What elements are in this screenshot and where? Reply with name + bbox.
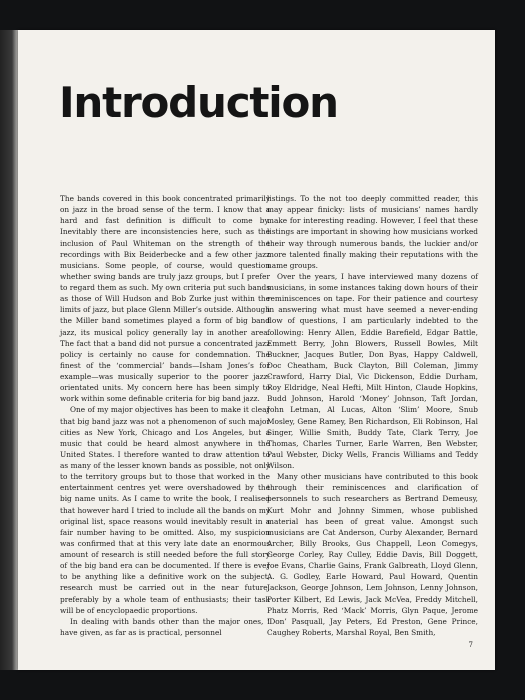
page-number: 7	[468, 641, 473, 649]
paragraph: One of my major objectives has been to make it clear that big band jazz was not a phenomenon of such major cities as New York, Chicago and Los Angeles, but a music that could be heard almost anywhere in the United States. I therefore wanted to draw attention to as many of the lesser known bands as possible, not only to the territory groups but to those that worked in the entertainment centres yet were overshadowed by the big name units. As I came to write the book, I realised that however hard I tried to include all the bands on my original list, space reasons would inevitably result in a fair number having to be omitted. Also, my suspicion was confirmed that at this very late date an enormous amount of research is still needed before the full story of the big band era can be documented. If there is ever to be anything like a definitive work on the subject, research must be carried out in the near future, preferably by a whole team of enthusiasts; their task will be of encyclopaedic proportions.	[60, 405, 270, 615]
book-spine-shadow	[0, 30, 20, 670]
paragraph: The bands covered in this book concentrated primarily on jazz in the broad sense of the term. I know that a hard and fast definition is difficult to come by. Inevitably there are inconsistencies here, such as the inclusion of Paul Whiteman on the strength of the recordings with Bix Beiderbecke and a few other jazz musicians. Some people, of course, would question whether swing bands are truly jazz groups, but I prefer to regard them as such. My own criteria put such bands as those of Will Hudson and Bob Zurke just within the limits of jazz, but place Glenn Miller’s outside. Although the Miller band sometimes played a form of big band jazz, its musical policy generally lay in another area. The fact that a band did not pursue a concentrated jazz policy is certainly no cause for condemnation. The finest of the ‘commercial’ bands—Isham Jones’s for example—was musically superior to the poorer jazz-orientated units. My concern here has been simply to work within some definable criteria for big band jazz.	[60, 194, 270, 404]
paragraph: listings. To the not too deeply committed reader, this may appear finicky: lists of musicians’ names hardly make for interesting reading. However, I feel that these listings are important in showing how musicians worked their way through numerous bands, the luckier and/or more talented finally making their reputations with the name groups.	[267, 194, 478, 270]
paragraph: Many other musicians have contributed to this book through their reminiscences and clarification of personnels to such researchers as Bertrand Demeusy, Kurt Mohr and Johnny Simmen, whose published material has been of great value. Amongst such musicians are Cat Anderson, Curby Alexander, Bernard Archer, Billy Brooks, Gus Chappell, Leon Comegys, George Corley, Ray Culley, Eddie Davis, Bill Doggett, Joe Evans, Charlie Gains, Frank Galbreath, Lloyd Glenn, A. G. Godley, Earle Howard, Paul Howard, Quentin Jackson, George Johnson, Lem Johnson, Lenny Johnson, Porter Kilbert, Ed Lewis, Jack McVea, Freddy Mitchell, Phatz Morris, Red ‘Mack’ Morris, Glyn Paque, Jerome ‘Don’ Pasquall, Jay Peters, Ed Preston, Gene Prince, Caughey Roberts, Marshal Royal, Ben Smith,	[267, 472, 478, 637]
page-title: Introduction	[59, 78, 338, 127]
paragraph: In dealing with bands other than the major ones, I have given, as far as is practical, personnel	[60, 616, 270, 637]
paragraph: Over the years, I have interviewed many dozens of musicians, in some instances taking down hours of their reminiscences on tape. For their patience and courtesy in answering what must have seemed a never-ending flow of questions, I am particularly indebted to the following: Henry Allen, Eddie Barefield, Edgar Battle, Emmett Berry, John Blowers, Russell Bowles, Milt Buckner, Jacques Butler, Don Byas, Happy Caldwell, Doc Cheatham, Buck Clayton, Bill Coleman, Jimmy Crawford, Harry Dial, Vic Dickenson, Eddie Durham, Roy Eldridge, Neal Hefti, Milt Hinton, Claude Hopkins, Budd Johnson, Harold ‘Money’ Johnson, Taft Jordan, John Letman, Al Lucas, Alton ‘Slim’ Moore, Snub Mosley, Gene Ramey, Ben Richardson, Eli Robinson, Hal Singer, Willie Smith, Buddy Tate, Clark Terry, Joe Thomas, Charles Turner, Earle Warren, Ben Webster, Paul Webster, Dicky Wells, Francis Williams and Teddy Wilson.	[267, 271, 478, 470]
text-column-right	[267, 193, 478, 638]
book-page	[18, 30, 495, 670]
text-column-left	[60, 193, 270, 638]
